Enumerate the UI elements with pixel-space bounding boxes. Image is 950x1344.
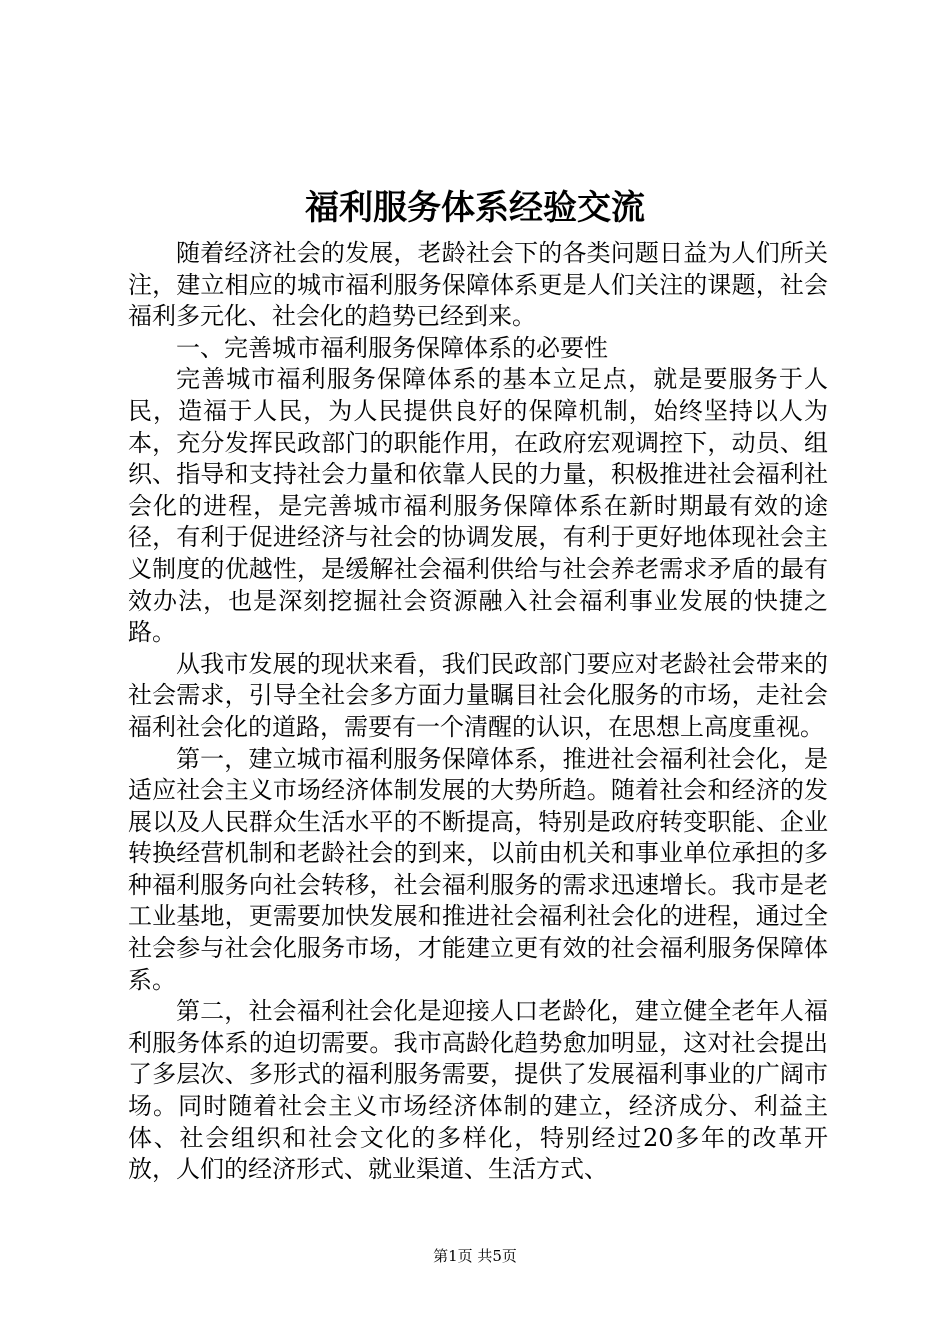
section-heading: 一、完善城市福利服务保障体系的必要性 — [176, 333, 608, 362]
paragraph-basis: 完善城市福利服务保障体系的基本立足点，就是要服务于人民，造福于人民，为人民提供良好的保障机制，始终坚持以人为本，充分发挥民政部门的职能作用，在政府宏观调控下，动员、组织、指导和支持社会力量和依靠人民的力量，积极推进社会福利社会化的进程，是完善城市福利服务保障体系在新时期最有效的途径，有利于促进经济与社会的协调发展，有利于更好地体现社会主义制度的优越性，是缓解社会福利供给与社会养老需求矛盾的最有效办法，也是深刻挖掘社会资源融入社会福利事业发展的快捷之路。 — [128, 365, 828, 647]
paragraph-status: 从我市发展的现状来看，我们民政部门要应对老龄社会带来的社会需求，引导全社会多方面力量瞩目社会化服务的市场，走社会福利社会化的道路，需要有一个清醒的认识，在思想上高度重视。 — [128, 649, 828, 741]
paragraph-intro: 随着经济社会的发展，老龄社会下的各类问题日益为人们所关注，建立相应的城市福利服务保障体系更是人们关注的课题，社会福利多元化、社会化的趋势已经到来。 — [128, 239, 828, 331]
page-number-footer: 第1页 共5页 — [433, 1247, 517, 1265]
document-body — [128, 238, 828, 1186]
paragraph-second: 第二，社会福利社会化是迎接人口老龄化，建立健全老年人福利服务体系的迫切需要。我市高龄化趋势愈加明显，这对社会提出了多层次、多形式的福利服务需要，提供了发展福利事业的广阔市场。同时随着社会主义市场经济体制的建立，经济成分、利益主体、社会组织和社会文化的多样化，特别经过20多年的改革开放，人们的经济形式、就业渠道、生活方式、 — [128, 997, 828, 1184]
paragraph-first: 第一，建立城市福利服务保障体系，推进社会福利社会化，是适应社会主义市场经济体制发展的大势所趋。随着社会和经济的发展以及人民群众生活水平的不断提高，特别是政府转变职能、企业转换经营机制和老龄社会的到来，以前由机关和事业单位承担的多种福利服务向社会转移，社会福利服务的需求迅速增长。我市是老工业基地，更需要加快发展和推进社会福利社会化的进程，通过全社会参与社会化服务市场，才能建立更有效的社会福利服务保障体系。 — [128, 744, 828, 994]
document-title: 福利服务体系经验交流 — [305, 188, 645, 228]
